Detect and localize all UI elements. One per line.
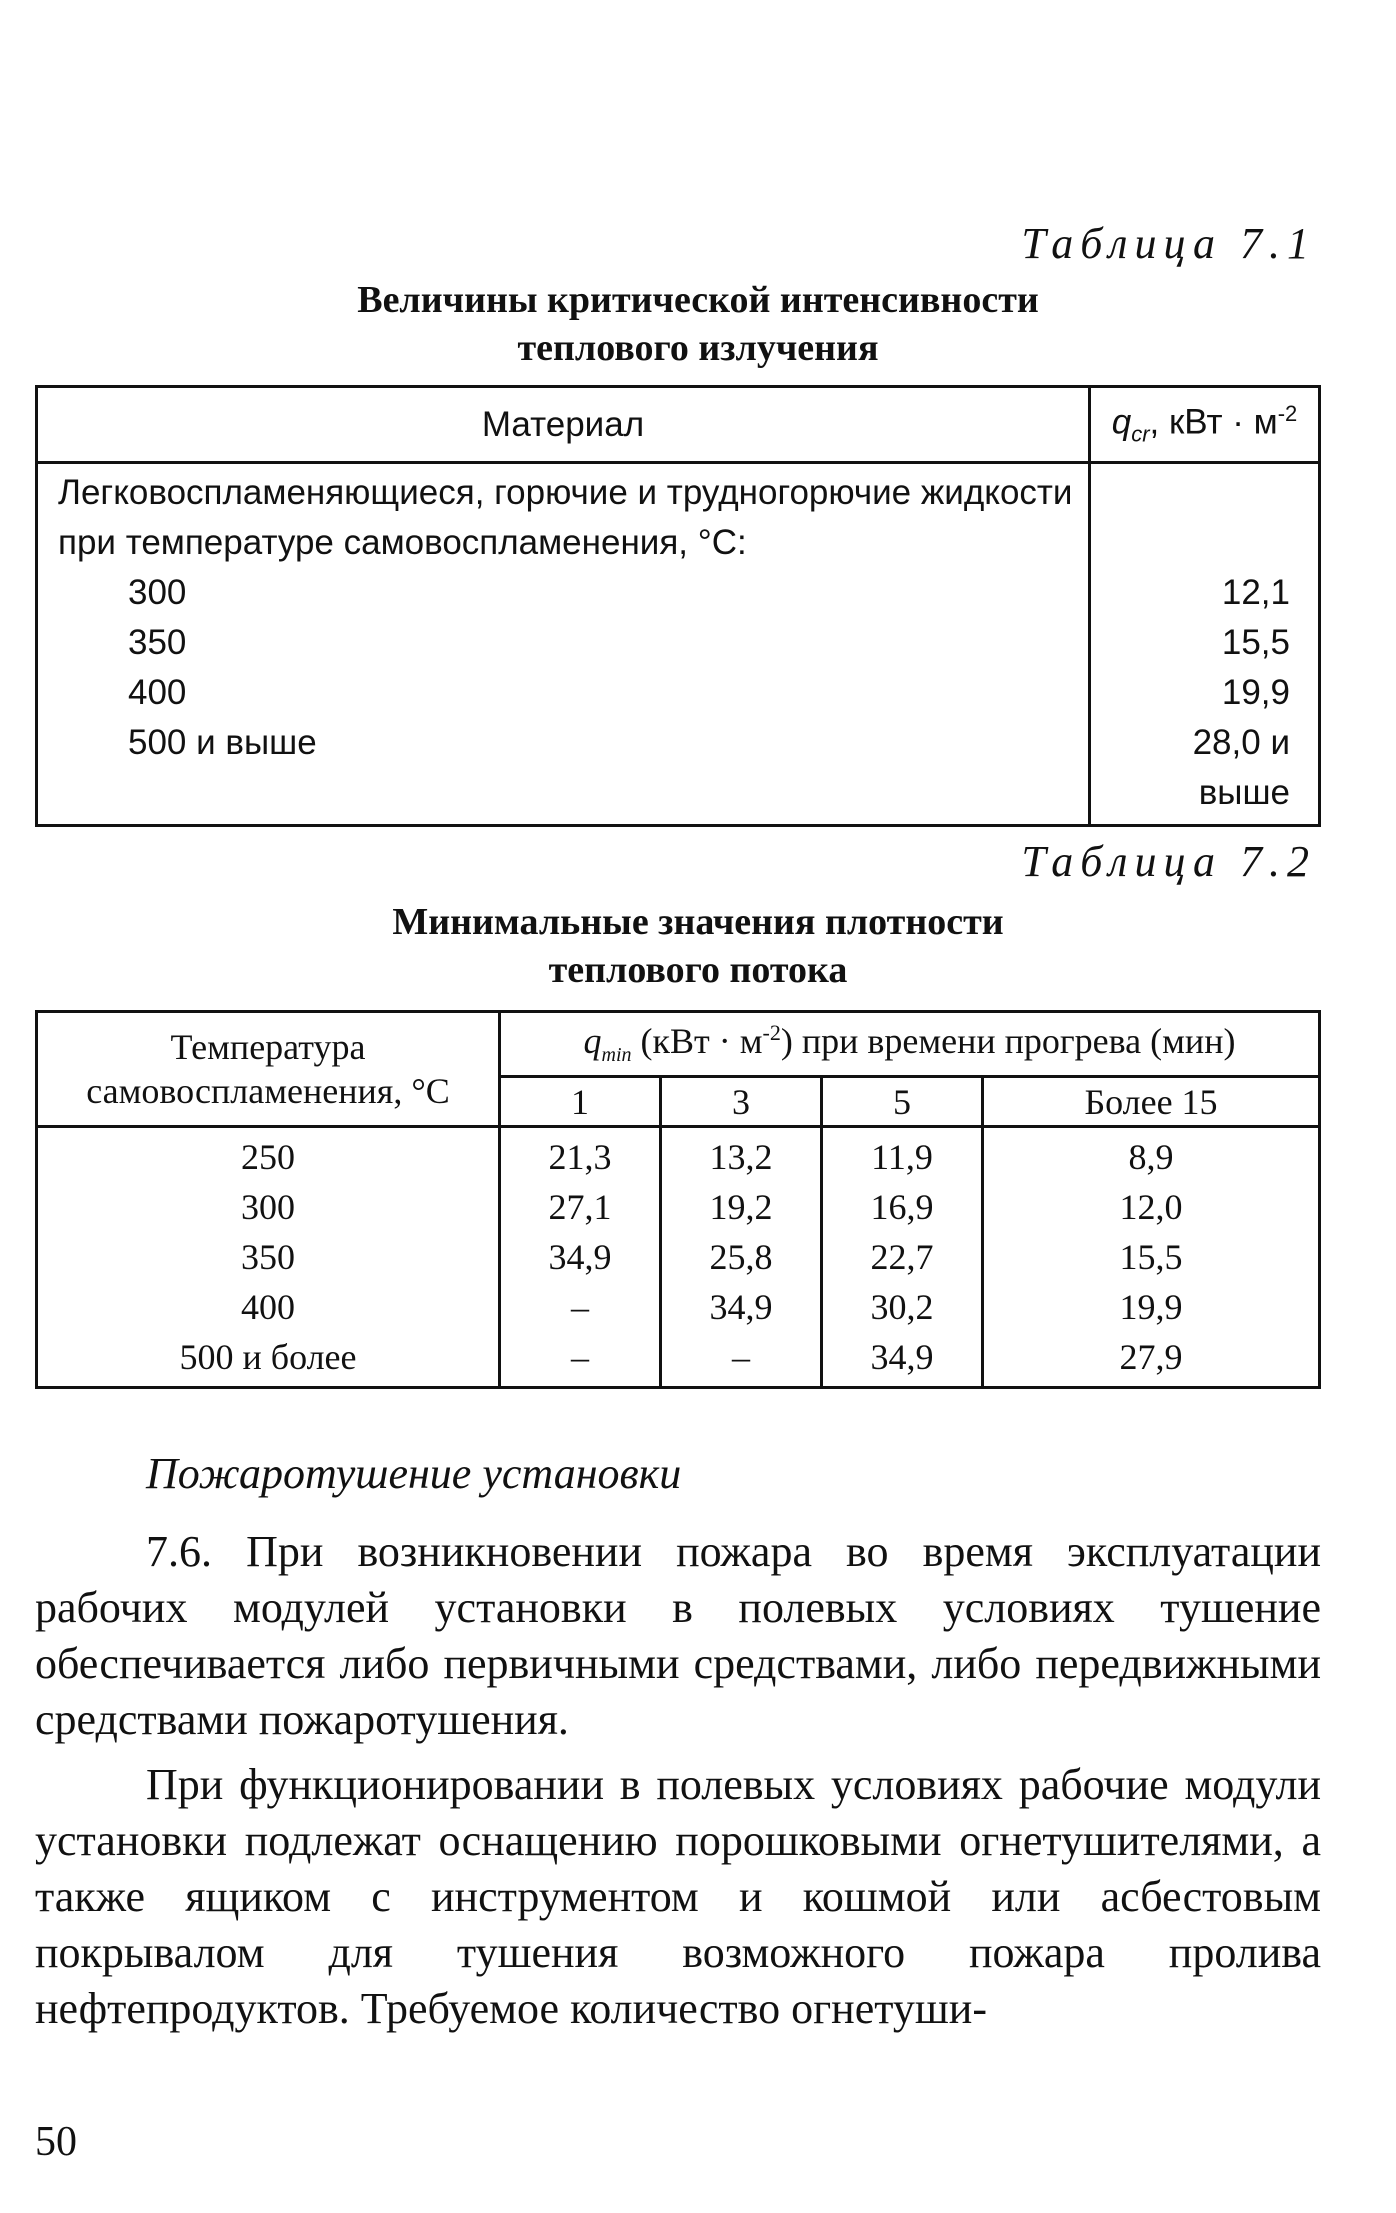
table2-value: – (732, 1337, 750, 1377)
table2-header-temp-line1: Температура (170, 1027, 366, 1067)
table2-header-temp-line2: самовоспламенения, °С (86, 1071, 450, 1111)
table2-value: – (571, 1337, 589, 1377)
table2-header-q (500, 1012, 1320, 1077)
table2-header-q-unit: (кВт · м (631, 1021, 763, 1062)
table2-column-3min (661, 1127, 822, 1388)
table2-header-q-symbol: q (583, 1021, 602, 1062)
table2-header-q-sup: -2 (762, 1020, 781, 1046)
table2-header-temp (37, 1012, 500, 1127)
table2-title-line2: теплового потока (548, 949, 848, 991)
table1-temp: 300 (128, 573, 187, 612)
table2-time-header: 5 (822, 1077, 983, 1127)
table1-header-q-sub: cr (1131, 421, 1150, 447)
table2-value: 16,9 (870, 1187, 934, 1227)
table1-title-line2: теплового излучения (517, 327, 879, 369)
table2-value: 8,9 (1128, 1137, 1174, 1177)
table1-value: 28,0 и выше (1192, 723, 1290, 812)
table1-label: Таблица 7.1 (1021, 219, 1316, 268)
table1-temp: 500 и выше (128, 723, 317, 762)
table1-desc-line1: Легковоспламеняющиеся, горючие и трудногорючие жидкости (58, 473, 1073, 512)
table1 (35, 385, 1321, 827)
section-heading: Пожаротушение установки (146, 1449, 682, 1498)
table2-title (0, 898, 1396, 994)
table1-material-cell (37, 463, 1090, 826)
table1-temp: 350 (128, 623, 187, 662)
paragraph-1: 7.6. При возникновении пожара во время эксплуатации рабочих модулей установки в полевых условиях тушение обеспечивается либо первичными средствами, либо передвижными средствами пожаротушения. (35, 1527, 1321, 1744)
table2-value: 19,9 (1119, 1287, 1183, 1327)
table2-value: 25,8 (709, 1237, 773, 1277)
table2-value: 21,3 (548, 1137, 612, 1177)
table2-value: 34,9 (548, 1237, 612, 1277)
table1-header-q-unit: , кВт · м (1149, 402, 1278, 442)
table2-time-header: 1 (500, 1077, 661, 1127)
table2-temp: 400 (241, 1287, 295, 1327)
table2-title-line1: Минимальные значения плотности (392, 901, 1004, 943)
table1-value: 15,5 (1221, 623, 1290, 662)
table2-value: 27,9 (1119, 1337, 1183, 1377)
table2-label: Таблица 7.2 (1021, 837, 1316, 886)
table2-temp: 300 (241, 1187, 295, 1227)
table2-temp: 350 (241, 1237, 295, 1277)
table2-value: 27,1 (548, 1187, 612, 1227)
table2-value: 19,2 (709, 1187, 773, 1227)
table2-temp-column (37, 1127, 500, 1388)
table1-header-q-sup: -2 (1277, 401, 1298, 427)
table2-column-15min (983, 1127, 1320, 1388)
table2-header-q-sub: min (601, 1044, 632, 1067)
table2-temp: 250 (241, 1137, 295, 1177)
table2-column-1min (500, 1127, 661, 1388)
table1-desc-line2: при температуре самовоспламенения, °С: (58, 523, 747, 562)
table2-value: 13,2 (709, 1137, 773, 1177)
table1-title-line1: Величины критической интенсивности (357, 279, 1039, 321)
table2-column-5min (822, 1127, 983, 1388)
table2-time-header: 3 (661, 1077, 822, 1127)
table2-temp: 500 и более (179, 1337, 357, 1377)
page-number: 50 (35, 2119, 77, 2165)
table1-value: 19,9 (1221, 673, 1290, 712)
table2-value: 11,9 (871, 1137, 933, 1177)
table2-value: 34,9 (709, 1287, 773, 1327)
paragraph-2: При функционировании в полевых условиях рабочие модули установки подлежат оснащению порошковыми огнетушителями, а также ящиком с инструментом и кошмой или асбестовым покрывалом для тушения возможного пожара пролива нефтепродуктов. Требуемое количество огнетуши- (35, 1760, 1321, 2033)
table2-time-header: Более 15 (983, 1077, 1320, 1127)
table1-title (0, 276, 1396, 372)
table1-temp: 400 (128, 673, 187, 712)
table1-header-q-symbol: q (1111, 402, 1132, 442)
table2 (35, 1010, 1321, 1389)
table2-value: 30,2 (870, 1287, 934, 1327)
table1-header-q (1090, 387, 1320, 463)
table2-header-q-rest: ) при времени прогрева (мин) (780, 1021, 1236, 1062)
table1-header-material: Материал (37, 387, 1090, 463)
table1-value: 12,1 (1221, 573, 1290, 612)
table2-value: – (571, 1287, 589, 1327)
table2-value: 12,0 (1119, 1187, 1183, 1227)
table1-value-cell (1090, 463, 1320, 826)
table2-value: 22,7 (870, 1237, 934, 1277)
table2-value: 34,9 (870, 1337, 934, 1377)
table2-value: 15,5 (1119, 1237, 1183, 1277)
